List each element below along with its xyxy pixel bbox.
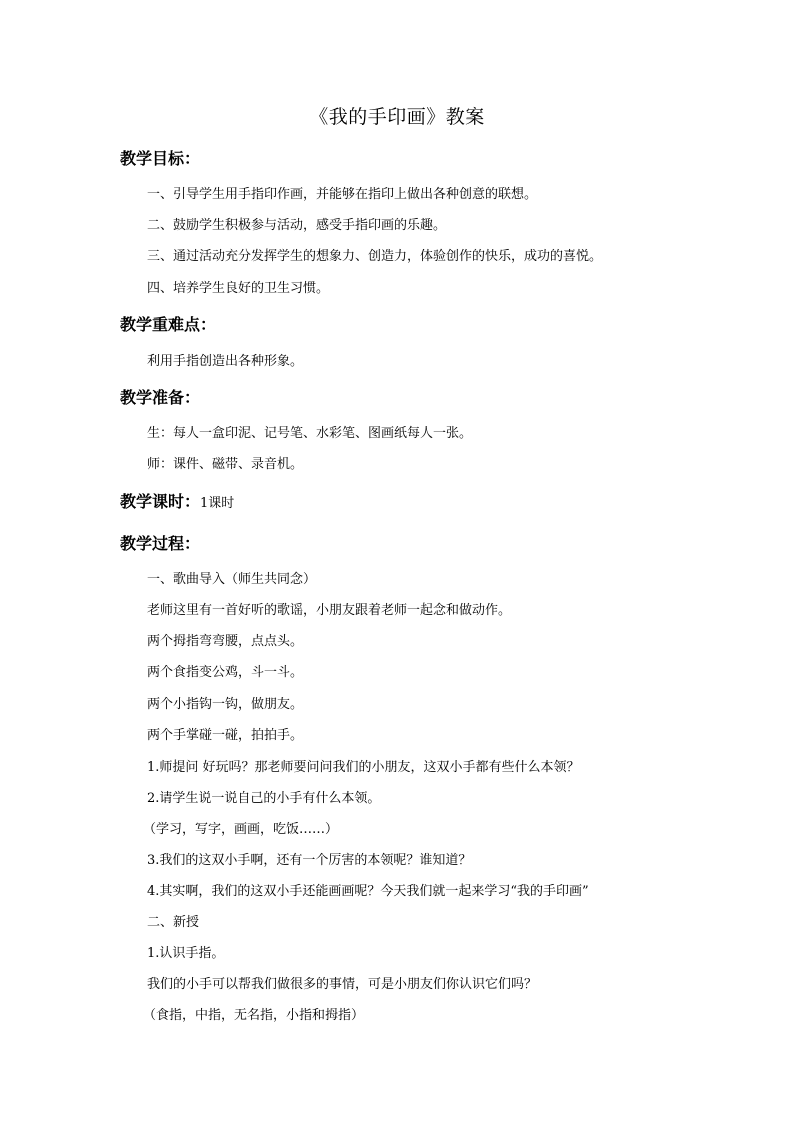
- hours-heading: [120, 491, 234, 515]
- process-item-9: （学习，写字，画画，吃饭……）: [143, 822, 339, 837]
- process-item-13: 1.认识手指。: [147, 946, 225, 961]
- goals-item-3: 三、通过活动充分发挥学生的想象力、创造力，体验创作的快乐，成功的喜悦。: [147, 249, 603, 264]
- process-item-11: 4.其实啊，我们的这双小手还能画画呢？今天我们就一起来学习“我的手印画”: [147, 884, 589, 899]
- prep-item-teacher: 师：课件、磁带、录音机。: [147, 457, 304, 472]
- process-item-4: 两个食指变公鸡，斗一斗。: [147, 665, 304, 680]
- hours-heading-label: 教学课时：: [120, 492, 201, 511]
- process-item-1: 一、歌曲导入（师生共同念）: [147, 572, 317, 587]
- process-item-5: 两个小指钩一钩，做朋友。: [147, 697, 304, 712]
- goals-item-4: 四、培养学生良好的卫生习惯。: [147, 281, 330, 296]
- goals-item-1: 一、引导学生用手指印作画，并能够在指印上做出各种创意的联想。: [147, 187, 538, 202]
- process-item-3: 两个拇指弯弯腰，点点头。: [147, 634, 304, 649]
- keypoints-heading: 教学重难点：: [120, 315, 217, 334]
- process-item-12: 二、新授: [147, 915, 200, 930]
- process-item-14: 我们的小手可以帮我们做很多的事情，可是小朋友们你认识它们吗？: [147, 977, 538, 992]
- keypoints-item-1: 利用手指创造出各种形象。: [147, 354, 304, 369]
- goals-item-2: 二、鼓励学生积极参与活动，感受手指印画的乐趣。: [147, 218, 447, 233]
- hours-value: 1课时: [200, 496, 235, 511]
- process-item-8: 2.请学生说一说自己的小手有什么本领。: [147, 791, 381, 806]
- process-heading: 教学过程：: [120, 534, 201, 553]
- prep-heading: 教学准备：: [120, 388, 201, 407]
- document-title: 《我的手印画》教案: [309, 106, 485, 128]
- goals-heading: 教学目标：: [120, 149, 201, 168]
- process-item-6: 两个手掌碰一碰，拍拍手。: [147, 728, 304, 743]
- process-item-7: 1.师提问 好玩吗？那老师要问问我们的小朋友，这双小手都有些什么本领？: [147, 760, 580, 775]
- prep-item-students: 生：每人一盒印泥、记号笔、水彩笔、图画纸每人一张。: [147, 426, 473, 441]
- process-item-2: 老师这里有一首好听的歌谣，小朋友跟着老师一起念和做动作。: [147, 603, 512, 618]
- process-item-15: （食指，中指，无名指，小指和拇指）: [143, 1008, 365, 1023]
- process-item-10: 3.我们的这双小手啊，还有一个厉害的本领呢？谁知道？: [147, 853, 472, 868]
